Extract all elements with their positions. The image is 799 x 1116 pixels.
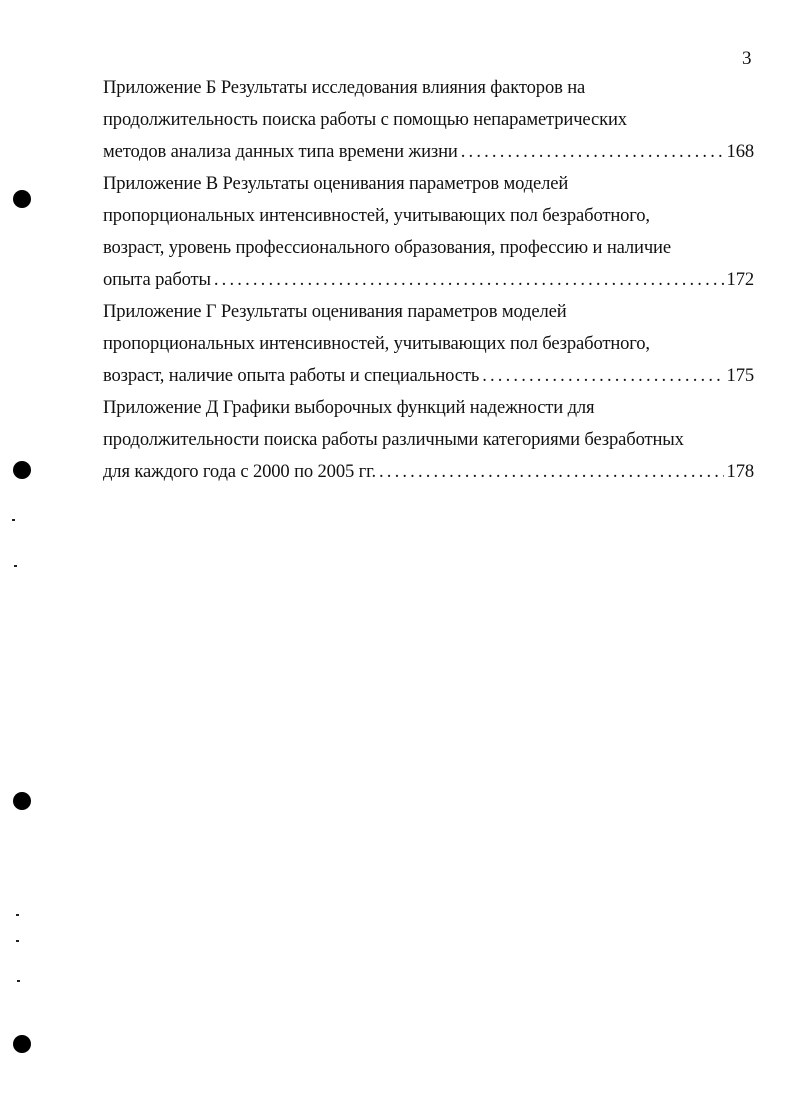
dot-leader (461, 136, 724, 168)
toc-page-number: 178 (726, 461, 754, 482)
punch-hole (13, 1035, 31, 1053)
toc-page-number: 175 (726, 365, 754, 386)
scan-speck (16, 914, 19, 916)
punch-hole (13, 461, 31, 479)
toc-entry[interactable] (103, 392, 754, 488)
toc-entry-line: пропорциональных интенсивностей, учитывающих пол безработного, (103, 205, 650, 226)
toc-entry-line: продолжительности поиска работы различными категориями безработных (103, 429, 684, 450)
toc-entry[interactable] (103, 72, 754, 168)
toc-entry-line: Приложение В Результаты оценивания параметров моделей (103, 173, 569, 194)
toc-entry-text: опыта работы (103, 269, 211, 290)
toc-entry-line: продолжительность поиска работы с помощью непараметрических (103, 109, 627, 130)
scan-speck (16, 940, 19, 942)
toc-page-number: 168 (726, 141, 754, 162)
toc-entry-line (103, 136, 754, 168)
toc-entry-line: Приложение Б Результаты исследования влияния факторов на (103, 77, 586, 98)
toc-entry-line: пропорциональных интенсивностей, учитывающих пол безработного, (103, 333, 650, 354)
dot-leader (482, 360, 723, 392)
scan-speck (14, 565, 17, 567)
dot-leader (379, 456, 724, 488)
toc-entry-line: Приложение Г Результаты оценивания параметров моделей (103, 301, 567, 322)
toc-entry-line: Приложение Д Графики выборочных функций надежности для (103, 397, 595, 418)
dot-leader (214, 264, 724, 296)
toc-entry[interactable] (103, 168, 754, 296)
table-of-contents (103, 72, 754, 488)
toc-entry-line (103, 360, 754, 392)
punch-hole (13, 792, 31, 810)
punch-hole (13, 190, 31, 208)
scan-speck (12, 519, 15, 521)
toc-page-number: 172 (726, 269, 754, 290)
toc-entry-line (103, 456, 754, 488)
scan-speck (17, 980, 20, 982)
toc-entry-line: возраст, уровень профессионального образования, профессию и наличие (103, 237, 671, 258)
toc-entry-text: для каждого года с 2000 по 2005 гг. (103, 461, 376, 482)
toc-entry[interactable] (103, 296, 754, 392)
page-number: 3 (742, 48, 752, 69)
toc-entry-line (103, 264, 754, 296)
toc-entry-text: методов анализа данных типа времени жизни (103, 141, 458, 162)
toc-entry-text: возраст, наличие опыта работы и специальность (103, 365, 480, 386)
